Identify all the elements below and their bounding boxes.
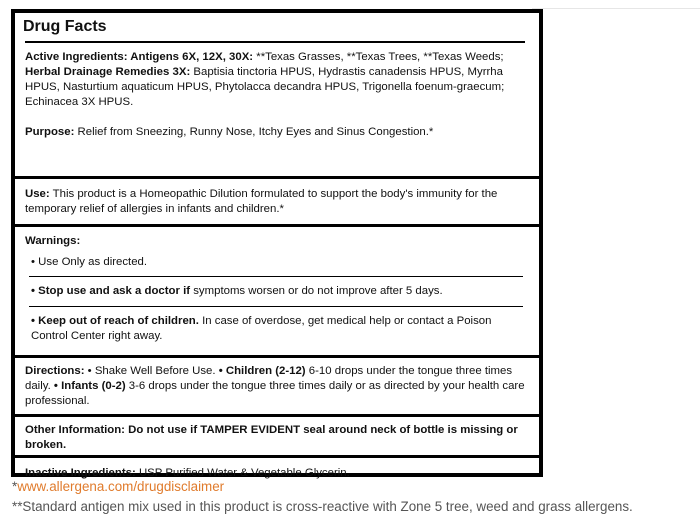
- directions-children-label: • Children (2-12): [218, 365, 306, 377]
- purpose-text: Relief from Sneezing, Runny Nose, Itchy Eyes and Sinus Congestion.*: [74, 126, 434, 138]
- directions-section: [21, 358, 533, 414]
- footnote-disclaimer: [12, 478, 224, 495]
- warning-stop-text: symptoms worsen or do not improve after 5 days.: [190, 285, 443, 297]
- warning-stop-label: • Stop use and ask a doctor if: [31, 285, 191, 297]
- footnote-antigen-mix: **Standard antigen mix used in this product is cross-reactive with Zone 5 tree, weed and grass allergens.: [12, 499, 633, 514]
- herbal-remedies-label: Herbal Drainage Remedies 3X:: [25, 66, 191, 78]
- directions-shake-text: • Shake Well Before Use.: [84, 365, 219, 377]
- use-text: This product is a Homeopathic Dilution formulated to support the body's immunity for the temporary relief of allergies in infants and children.*: [25, 188, 498, 215]
- active-ingredients-label: Active Ingredients: Antigens 6X, 12X, 30X:: [25, 51, 254, 63]
- footnote-asterisk: *: [12, 479, 18, 494]
- active-ingredients: [25, 50, 529, 65]
- purpose: [25, 125, 529, 140]
- directions-infants-label: • Infants (0-2): [53, 380, 126, 392]
- herbal-remedies-text: Baptisia tinctoria HPUS, Hydrastis canadensis HPUS, Myrrha HPUS, Nasturtium aquaticum HPUS, Phytolacca decandra HPUS, Trigonella foenum-graecum; Echinacea 3X HPUS.: [25, 66, 505, 108]
- purpose-label: Purpose:: [25, 126, 75, 138]
- warnings-section: [21, 227, 533, 355]
- drug-facts-title: Drug Facts: [23, 18, 107, 35]
- active-ingredients-section: [21, 43, 533, 176]
- other-information-text: Other Information: Do not use if TAMPER EVIDENT seal around neck of bottle is missing or broken.: [25, 424, 518, 451]
- active-ingredients-text: **Texas Grasses, **Texas Trees, **Texas Weeds;: [253, 51, 504, 63]
- directions-children-text: 6-10 drops under the tongue three times daily.: [25, 365, 513, 392]
- inactive-ingredients-label: Inactive Ingredients:: [25, 467, 136, 479]
- warning-item-stop-use: [25, 284, 529, 299]
- warning-divider: [29, 306, 523, 307]
- warnings-heading: Warnings:: [25, 235, 81, 247]
- warning-item-use-as-directed: • Use Only as directed.: [31, 256, 148, 268]
- use-section: [21, 179, 533, 224]
- drug-disclaimer-link[interactable]: www.allergena.com/drugdisclaimer: [17, 479, 225, 494]
- use-label: Use:: [25, 188, 50, 200]
- inactive-ingredients-text: USP Purified Water & Vegetable Glycerin.: [135, 467, 350, 479]
- warning-keep-out-label: • Keep out of reach of children.: [31, 315, 199, 327]
- warning-divider: [29, 276, 523, 277]
- warning-keep-out-text: In case of overdose, get medical help or contact a Poison Control Center right away.: [31, 315, 492, 342]
- other-information-section: [21, 417, 533, 455]
- top-divider-line: [532, 8, 700, 9]
- drug-facts-label: [11, 9, 543, 477]
- herbal-remedies: [25, 65, 529, 110]
- directions-label: Directions:: [25, 365, 85, 377]
- directions-infants-text: 3-6 drops under the tongue three times daily or as directed by your health care professional.: [25, 380, 525, 407]
- warning-item-keep-out-of-reach: [25, 314, 529, 344]
